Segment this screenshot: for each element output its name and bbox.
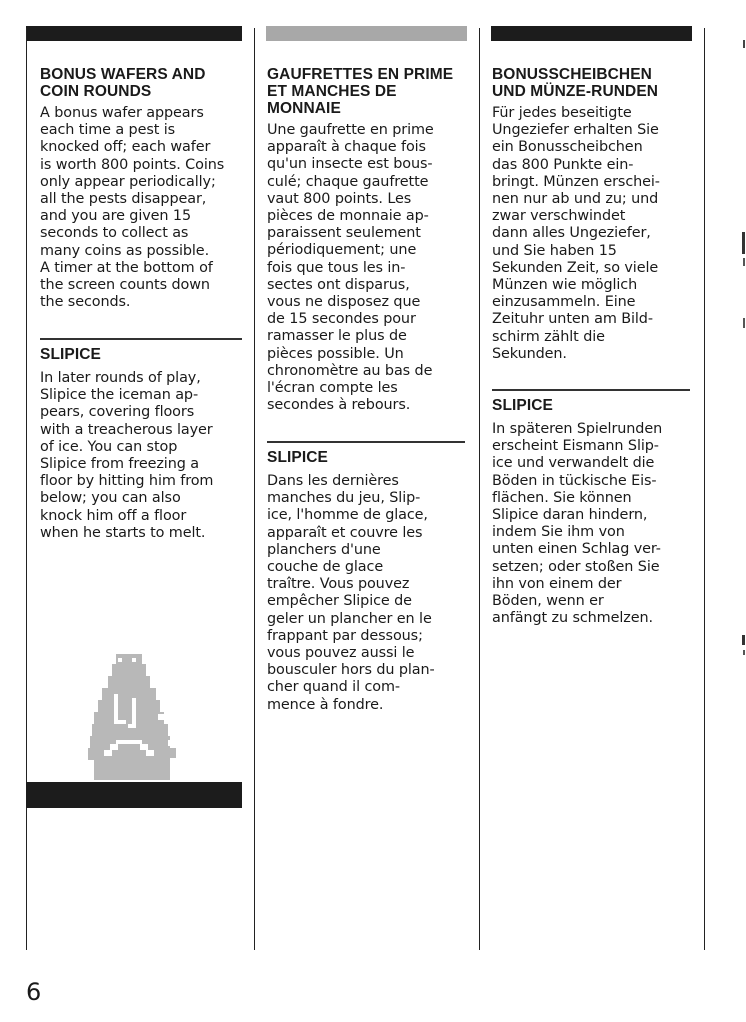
column-rule-right: [704, 28, 705, 950]
column-rule-middle-2: [479, 28, 480, 950]
french-bonus-body: Une gaufrette en prime apparaît à chaque fois qu'un insecte est bous- culé; chaque gaufrette vaut 800 points. Les pièces de monnaie ap- paraissent seulement périodiquement; une fois que tous les in- sectes ont disparus, vous ne disposez que de 15 secondes pour ramasser le plus de pièces possible. Un chronomètre au bas de l'écran compte les secondes à rebours.: [267, 122, 434, 414]
french-section-divider: [267, 441, 465, 443]
german-bonus-heading: BONUSSCHEIBCHEN UND MÜNZE-RUNDEN: [492, 66, 659, 100]
french-slipice-body: Dans les dernières manches du jeu, Slip- ice, l'homme de glace, apparaît et couvre les planchers d'une couche de glace traître. Vous pouvez empêcher Slipice de geler un plancher en le frappant par dessous; vous pouvez aussi le bousculer hors du plan- cher quand il com- mence à fondre.: [267, 473, 435, 713]
page-number: 6: [26, 978, 42, 1006]
french-slipice-heading: SLIPICE: [267, 449, 328, 466]
french-bonus-heading: GAUFRETTES EN PRIME ET MANCHES DE MONNAIE: [267, 66, 454, 117]
german-slipice-body: In späteren Spielrunden erscheint Eismann Slip- ice und verwandelt die Böden in tückische Eis- flächen. Sie können Slipice daran hindern, indem Sie ihm von unten einen Schlag ver- setzen; oder stoßen Sie ihn von einem der Böden, wenn er anfängt zu schmelzen.: [492, 421, 663, 627]
english-bonus-heading: BONUS WAFERS AND COIN ROUNDS: [40, 66, 206, 100]
german-header-bar: [491, 26, 692, 41]
german-section-divider: [492, 389, 690, 391]
english-header-bar: [26, 26, 242, 41]
english-bonus-body: A bonus wafer appears each time a pest is knocked off; each wafer is worth 800 points. Coins only appear periodically; all the pests disappear, and you are given 15 seconds to collect as many coins as possible. A timer at the bottom of the screen counts down the seconds.: [40, 105, 225, 311]
english-section-divider: [40, 338, 242, 340]
french-column: [267, 28, 467, 950]
scan-margin-marks: [734, 0, 746, 1022]
french-header-bar: [266, 26, 467, 41]
slipice-sprite-illustration: [88, 654, 180, 780]
column-rule-left: [26, 28, 27, 950]
column-rule-middle-1: [254, 28, 255, 950]
english-bottom-bar: [26, 782, 242, 808]
german-bonus-body: Für jedes beseitigte Ungeziefer erhalten Sie ein Bonusscheibchen das 800 Punkte ein- bringt. Münzen erschei- nen nur ab und zu; und zwar verschwindet dann alles Ungeziefer, und Sie haben 15 Sekunden Zeit, so viele Münzen wie möglich einzusammeln. Eine Zeituhr unten am Bild- schirm zählt die Sekunden.: [492, 105, 660, 362]
english-slipice-heading: SLIPICE: [40, 346, 101, 363]
german-column: [492, 28, 696, 950]
english-column: [40, 28, 242, 950]
english-slipice-body: In later rounds of play, Slipice the iceman ap- pears, covering floors with a treacherous layer of ice. You can stop Slipice from freezing a floor by hitting him from below; you can also knock him off a floor when he starts to melt.: [40, 370, 214, 541]
german-slipice-heading: SLIPICE: [492, 397, 553, 414]
